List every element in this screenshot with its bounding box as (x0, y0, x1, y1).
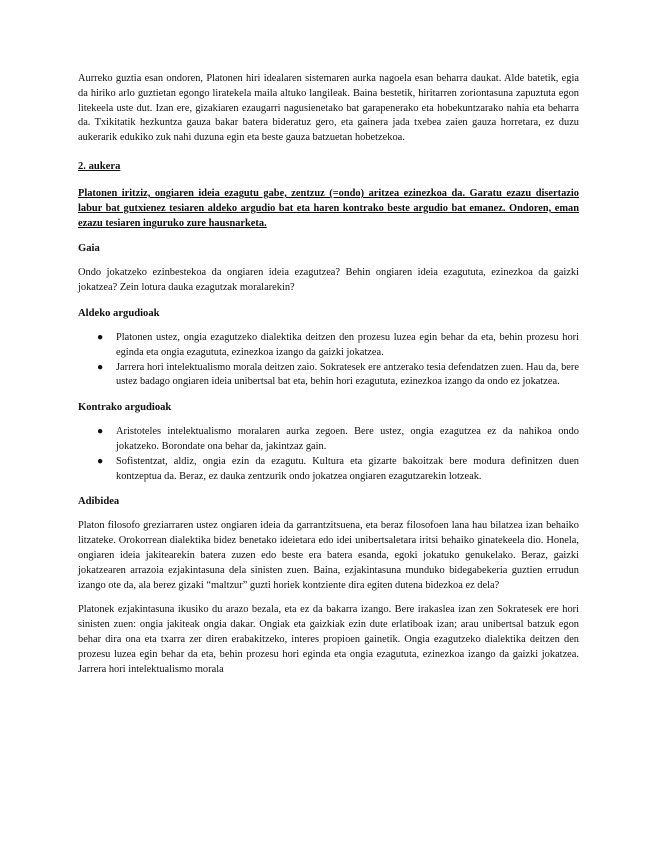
option-heading: 2. aukera (78, 160, 121, 172)
bullet-icon: ● (97, 361, 104, 373)
contra-arguments-heading: Kontrako argudioak (78, 402, 172, 414)
list-item (78, 425, 579, 455)
pro-arguments-heading: Aldeko argudioak (78, 307, 160, 319)
list-item (78, 331, 579, 361)
example-paragraph-2: Platonek ezjakintasuna ikusiko du arazo bezala, eta ez da bakarra izango. Bere irakaslea izan zen Sokratesek ere hori sinisten zuen: ongia jakiteak ongia dakar. Ongiak eta gaizkiak ezin dute erlatiboak izan; arau unibertsal batzuk egon behar dira ona eta txarra zer diren erabakitzeko, interes propioen gainetik. Ongia ezagutzeko dialektika deitzen den prozesu luzea egin behar da eta, behin prozesu hori eginda eta ongia ezagututa, ezinezkoa izango da gaizki jokatzea. Jarrera hori intelektualismo morala (78, 604, 579, 675)
list-item-text: Platonen ustez, ongia ezagutzeko dialektika deitzen den prozesu luzea egin behar da eta, behin prozesu hori eginda eta ongia ezagututa, ezinezkoa izango da gaizki jokatzea. (116, 331, 579, 358)
example-heading: Adibidea (78, 496, 120, 508)
intro-paragraph: Aurreko guztia esan ondoren, Platonen hiri idealaren sistemaren aurka nagoela esan beharra daukat. Alde batetik, egia da hiriko arlo guztietan egongo liratekela maila altuko langileak. Baina bestetik, hiritarren zoriontasuna zapuztuta egon litekeela uste dut. Izan ere, gizakiaren ezaugarri nagusienetako bat garapenerako eta hobekuntzarako nahia eta beharra da. Txikitatik hezkuntza gauza bakar batera bideratuz gero, eta gainera jada txebea zaien gauza horretara, ez duzu aukerarik edukiko zuk nahi duzuna egin eta beste gauza batzuetan hobetzekoa. (78, 73, 579, 144)
list-item-text: Jarrera hori intelektualismo morala deitzen zaio. Sokratesek ere antzerako tesia defendatzen zuen. Hau da, bere ustez badago ongiaren ideia unibertsal bat eta, behin hori ezagututa, ezinezkoa izango da ondo ez jokatzea. (116, 361, 579, 388)
bullet-icon: ● (97, 455, 104, 467)
example-paragraph-1: Platon filosofo greziarraren ustez ongiaren ideia da garrantzitsuena, eta beraz filosofoen lana hau bilatzea izan behaiko litzateke. Orokorrean dialektika bidez benetako ideietara edo idei unibertsaletara iritsi behaiko ginatekeela dio. Honela, ongiaren ideia jakitearekin batera zuzen edo beste era batera esanda, egoki jokatuko genukelako. Beraz, gaizki jokatzearen arrazoia ezjakintasuna dela sinisten zuen. Baina, ezjakintasuna munduko bidegabekeria guztien errudun izango ote da, ala berez gizaki “maltzur” guzti horiek kontziente dira egiten dutena bidezkoa ez dela? (78, 520, 579, 591)
contra-arguments-list (78, 425, 579, 484)
pro-arguments-list (78, 331, 579, 390)
topic-paragraph: Ondo jokatzeko ezinbestekoa da ongiaren ideia ezagutzea? Behin ongiaren ideia ezagututa, ezinezkoa da gaizki jokatzea? Zein lotura dauka ezagutzak moralarekin? (78, 267, 579, 294)
task-statement: Platonen iritziz, ongiaren ideia ezagutu gabe, zentzuz (=ondo) aritzea ezinezkoa da. Garatu ezazu disertazio labur bat gutxienez tesiaren aldeko argudio bat eta haren kontrako beste argudio bat emanez. Ondoren, eman ezazu tesiaren inguruko zure hausnarketa. (78, 187, 579, 229)
list-item-text: Sofistentzat, aldiz, ongia ezin da ezagutu. Kultura eta gizarte bakoitzak bere modura definitzen duen kontzeptua da. Beraz, ez dauka zentzurik ondo jokatzea ongiaren ezagutzarekin lotzeak. (116, 455, 579, 482)
list-item (78, 455, 579, 485)
bullet-icon: ● (97, 426, 104, 438)
bullet-icon: ● (97, 331, 104, 343)
list-item (78, 361, 579, 391)
list-item-text: Aristoteles intelektualismo moralaren aurka zegoen. Bere ustez, ongia ezagutzea ez da nahikoa ondo jokatzeko. Borondate ona behar da, jakintzaz gain. (116, 426, 579, 452)
topic-heading: Gaia (78, 243, 100, 255)
